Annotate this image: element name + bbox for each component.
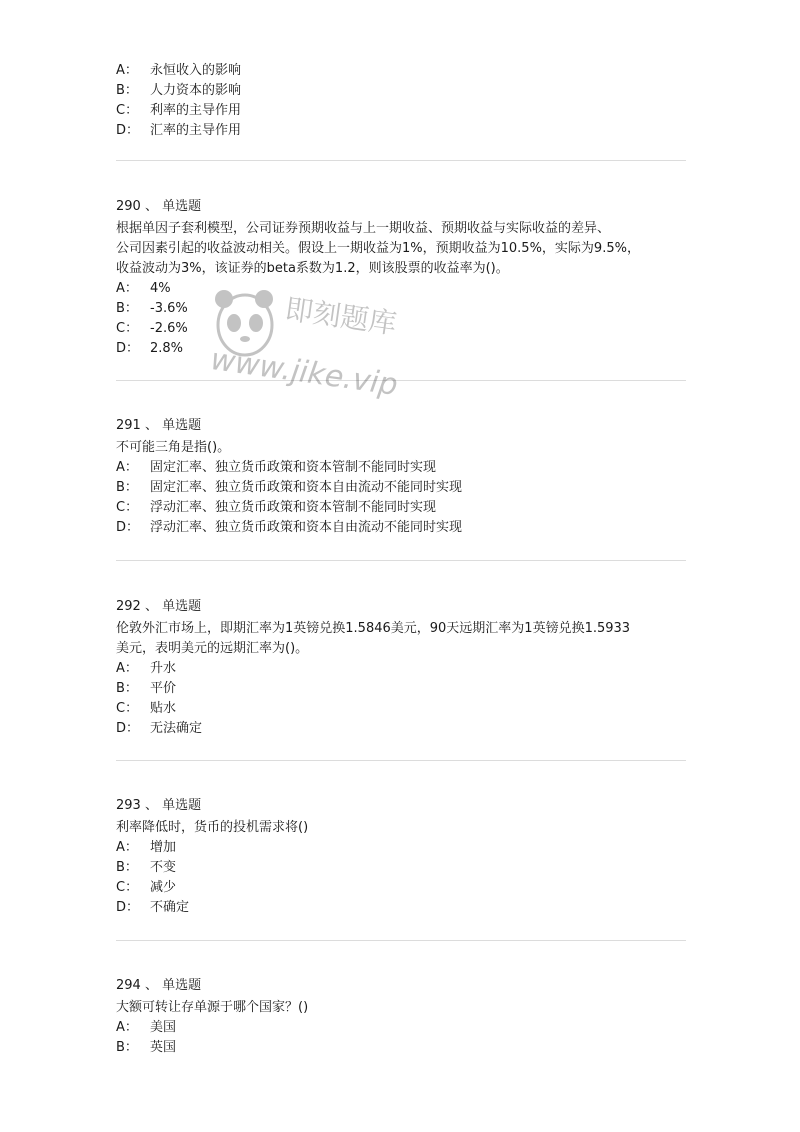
option-text: 增加 — [150, 840, 177, 855]
option-a — [116, 1018, 686, 1038]
question-header: 293 、 单选题 — [116, 798, 202, 813]
question-stem-line: 美元，表明美元的远期汇率为()。 — [116, 641, 309, 656]
question-header: 294 、 单选题 — [116, 978, 202, 993]
divider — [116, 160, 686, 161]
option-b — [116, 81, 686, 101]
option-letter: B： — [116, 83, 138, 98]
option-letter: B： — [116, 860, 138, 875]
option-b — [116, 1038, 686, 1058]
option-a — [116, 61, 686, 81]
option-b — [116, 299, 686, 319]
option-letter: C： — [116, 103, 139, 118]
option-c — [116, 319, 686, 339]
option-letter: D： — [116, 341, 140, 356]
question-stem-line: 利率降低时，货币的投机需求将() — [116, 820, 309, 835]
option-letter: B： — [116, 681, 138, 696]
option-c — [116, 498, 686, 518]
option-letter: D： — [116, 900, 140, 915]
option-text: 4% — [150, 281, 171, 296]
question-header: 291 、 单选题 — [116, 418, 202, 433]
option-text: -3.6% — [150, 301, 188, 316]
option-text: 人力资本的影响 — [150, 83, 242, 98]
question-stem-line: 大额可转让存单源于哪个国家？() — [116, 1000, 309, 1015]
option-text: 浮动汇率、独立货币政策和资本管制不能同时实现 — [150, 500, 437, 515]
option-text: 英国 — [150, 1040, 177, 1055]
option-letter: C： — [116, 321, 139, 336]
question-stem-line: 收益波动为3%，该证券的beta系数为1.2，则该股票的收益率为()。 — [116, 261, 509, 276]
divider — [116, 560, 686, 561]
question-stem-line: 公司因素引起的收益波动相关。假设上一期收益为1%，预期收益为10.5%，实际为9.5%， — [116, 241, 640, 256]
option-text: 平价 — [150, 681, 177, 696]
option-text: 浮动汇率、独立货币政策和资本自由流动不能同时实现 — [150, 520, 463, 535]
option-letter: B： — [116, 480, 138, 495]
option-a — [116, 838, 686, 858]
option-text: 2.8% — [150, 341, 184, 356]
divider — [116, 380, 686, 381]
option-text: 无法确定 — [150, 721, 203, 736]
question-stem-line: 伦敦外汇市场上，即期汇率为1英镑兑换1.5846美元，90天远期汇率为1英镑兑换1.5933 — [116, 621, 631, 636]
question-289 — [116, 61, 686, 141]
question-293 — [116, 796, 686, 918]
option-a — [116, 458, 686, 478]
option-text: 升水 — [150, 661, 177, 676]
watermark-brand: 即刻题库 — [283, 292, 399, 341]
option-d — [116, 518, 686, 538]
divider — [116, 760, 686, 761]
option-d — [116, 898, 686, 918]
option-letter: A： — [116, 281, 138, 296]
option-letter: D： — [116, 721, 140, 736]
question-294 — [116, 976, 686, 1058]
option-text: 固定汇率、独立货币政策和资本自由流动不能同时实现 — [150, 480, 463, 495]
question-header: 292 、 单选题 — [116, 599, 202, 614]
question-291 — [116, 416, 686, 538]
option-text: -2.6% — [150, 321, 188, 336]
option-text: 贴水 — [150, 701, 177, 716]
option-a — [116, 659, 686, 679]
option-c — [116, 699, 686, 719]
option-text: 固定汇率、独立货币政策和资本管制不能同时实现 — [150, 460, 437, 475]
option-a — [116, 279, 686, 299]
option-text: 不变 — [150, 860, 177, 875]
option-letter: A： — [116, 63, 138, 78]
option-letter: A： — [116, 661, 138, 676]
option-letter: D： — [116, 123, 140, 138]
watermark-url: www.jike.vip — [208, 342, 400, 403]
option-text: 美国 — [150, 1020, 177, 1035]
option-b — [116, 679, 686, 699]
option-letter: B： — [116, 301, 138, 316]
option-letter: C： — [116, 701, 139, 716]
question-stem-line: 不可能三角是指()。 — [116, 440, 231, 455]
option-d — [116, 339, 686, 359]
option-b — [116, 858, 686, 878]
option-d — [116, 121, 686, 141]
question-292 — [116, 597, 686, 739]
option-text: 汇率的主导作用 — [150, 123, 242, 138]
option-letter: A： — [116, 460, 138, 475]
option-letter: D： — [116, 520, 140, 535]
option-text: 永恒收入的影响 — [150, 63, 242, 78]
option-text: 不确定 — [150, 900, 190, 915]
option-d — [116, 719, 686, 739]
option-letter: C： — [116, 880, 139, 895]
option-b — [116, 478, 686, 498]
option-letter: A： — [116, 1020, 138, 1035]
question-290 — [116, 197, 686, 359]
option-c — [116, 878, 686, 898]
option-c — [116, 101, 686, 121]
question-header: 290 、 单选题 — [116, 199, 202, 214]
option-letter: C： — [116, 500, 139, 515]
option-text: 减少 — [150, 880, 177, 895]
option-letter: B： — [116, 1040, 138, 1055]
divider — [116, 940, 686, 941]
option-letter: A： — [116, 840, 138, 855]
question-stem-line: 根据单因子套利模型，公司证券预期收益与上一期收益、预期收益与实际收益的差异、 — [116, 221, 611, 236]
option-text: 利率的主导作用 — [150, 103, 242, 118]
